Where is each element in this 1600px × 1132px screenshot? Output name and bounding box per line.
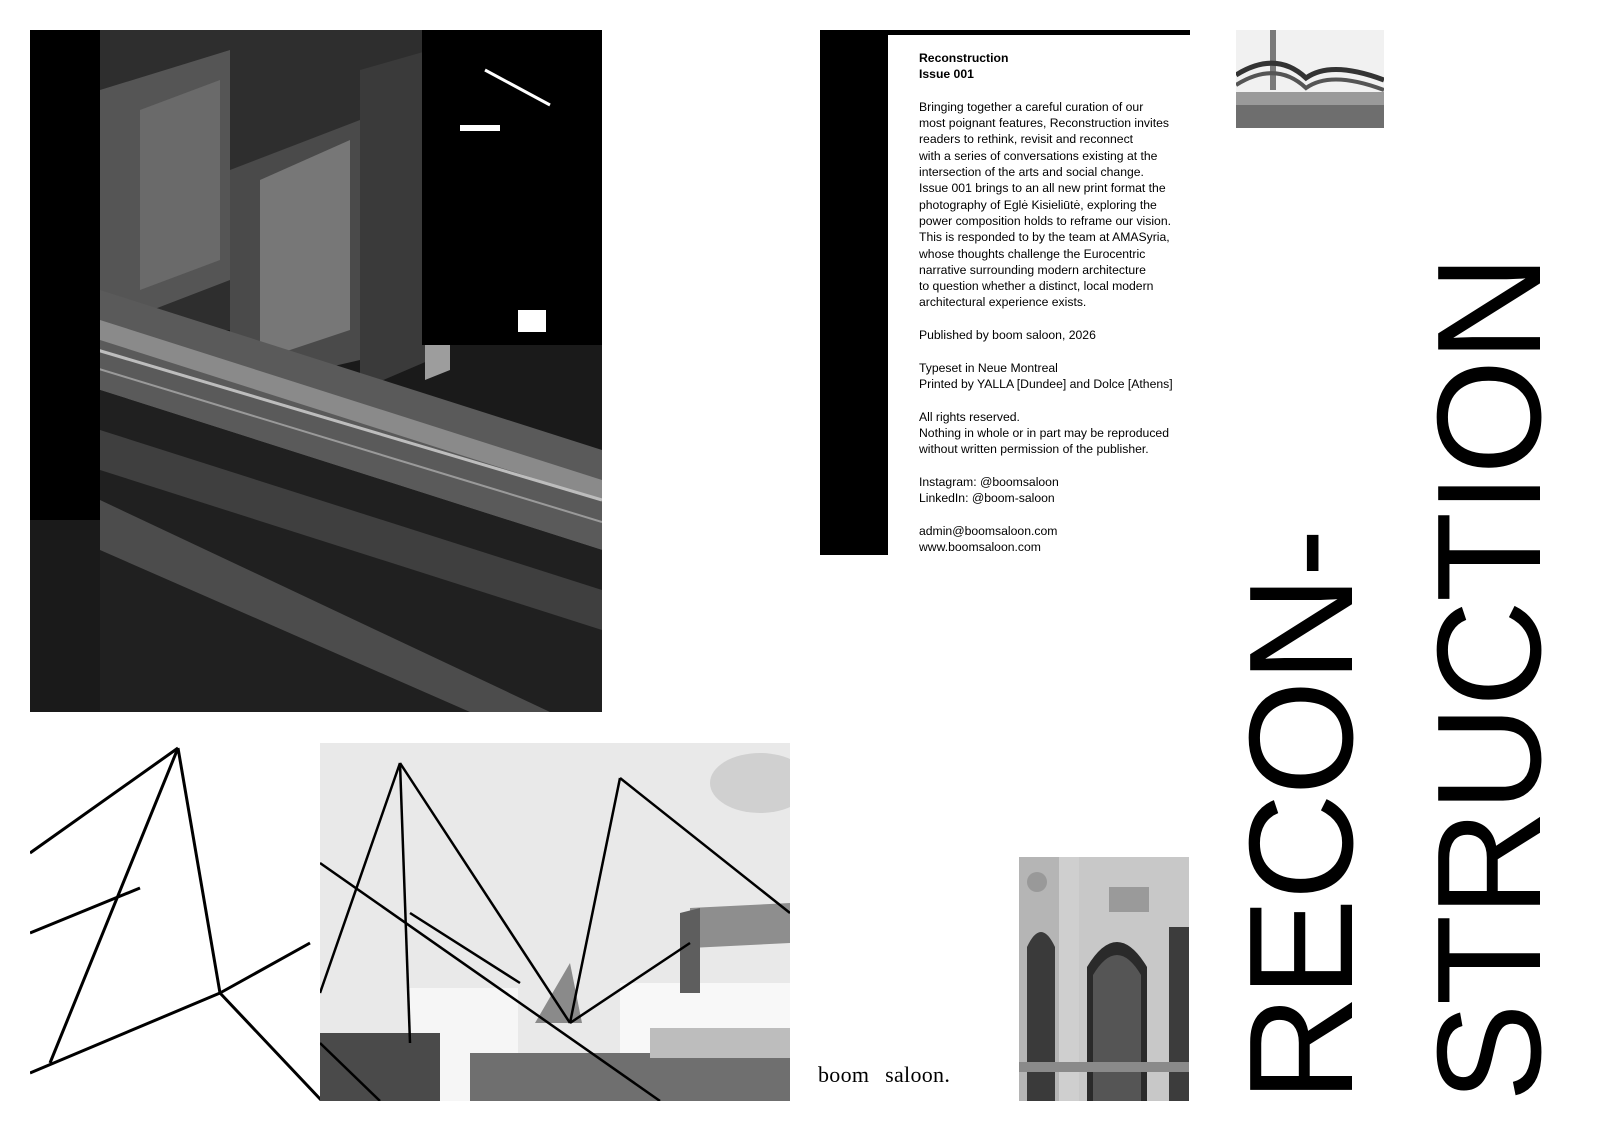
description-line: photography of Eglė Kisieliūtė, exploring the (919, 197, 1157, 212)
description-line: intersection of the arts and social change. (919, 165, 1144, 180)
rights-note: without written permission of the publisher. (919, 442, 1149, 457)
title-vertical-line-2: STRUCTION (1407, 256, 1572, 1102)
social-links (919, 474, 1194, 507)
description-line: most poignant features, Reconstruction invites (919, 116, 1169, 131)
structure-line-graphic (30, 743, 322, 1101)
description-line: power composition holds to reframe our vision. (919, 213, 1171, 228)
description-line: whose thoughts challenge the Eurocentric (919, 246, 1146, 261)
production-info (919, 360, 1194, 393)
website-url: www.boomsaloon.com (919, 539, 1041, 554)
typeset-info: Typeset in Neue Montreal (919, 360, 1058, 375)
description-line: with a series of conversations existing at the (919, 148, 1158, 163)
email-address: admin@boomsaloon.com (919, 523, 1058, 538)
black-column-block (820, 30, 888, 555)
description-line: Bringing together a careful curation of our (919, 99, 1144, 114)
description-line: This is responded to by the team at AMASyria, (919, 230, 1170, 245)
publisher-info (919, 327, 1194, 343)
publication-title: Reconstruction (919, 51, 1009, 65)
rooftop-photo (320, 743, 790, 1101)
arched-facade-photo (1019, 857, 1189, 1101)
description-line: architectural experience exists. (919, 295, 1087, 310)
escalator-photo (30, 30, 602, 712)
description-line: Issue 001 brings to an all new print format the (919, 181, 1166, 196)
published-by: Published by boom saloon, 2026 (919, 328, 1096, 343)
description-line: to question whether a distinct, local modern (919, 279, 1154, 294)
instagram-handle: Instagram: @boomsaloon (919, 474, 1059, 489)
curved-roof-photo (1236, 30, 1384, 128)
colophon (919, 50, 1194, 572)
linkedin-handle: LinkedIn: @boom-saloon (919, 491, 1055, 506)
top-rule (820, 30, 1190, 35)
rights-note: Nothing in whole or in part may be reproduced (919, 425, 1169, 440)
rights-info (919, 409, 1194, 458)
description-line: readers to rethink, revisit and reconnect (919, 132, 1134, 147)
printer-info: Printed by YALLA [Dundee] and Dolce [Athens] (919, 376, 1173, 391)
contact-info (919, 523, 1194, 556)
issue-number: Issue 001 (919, 67, 974, 82)
colophon-description (919, 99, 1194, 311)
rights-statement: All rights reserved. (919, 409, 1020, 424)
title-vertical-line-1: RECON- (1219, 530, 1384, 1102)
boom-saloon-logo: boom saloon. (818, 1062, 951, 1087)
colophon-heading (919, 50, 1194, 83)
description-line: narrative surrounding modern architecture (919, 262, 1146, 277)
